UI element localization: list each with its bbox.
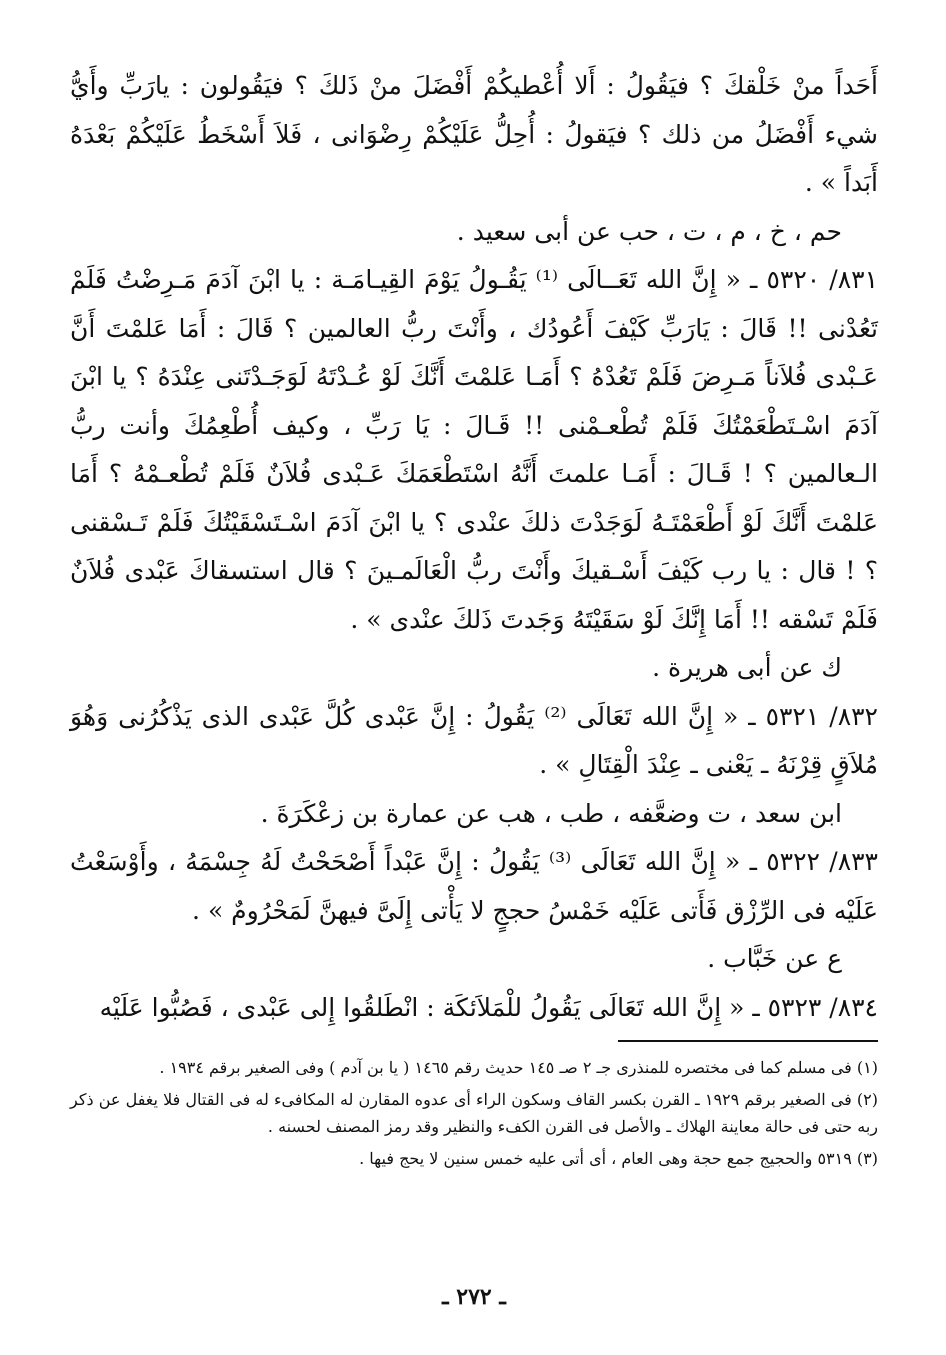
- source-attribution: ابن سعد ، ت وضعَّفه ، طب ، هب عن عمارة بن زعْكَرَةَ .: [260, 798, 842, 828]
- footnote-2: (٢) فى الصغير برقم ١٩٢٩ ـ القرن بكسر القاف وسكون الراء أى عدوه المقارن له المكافىء له فى القتال فلا يغفل عن ذكر ربه حتى فى حالة معاينة الهلاك ـ والأصل فى القرن الكفء والنظير وقد رمز المصنف لحسنه .: [70, 1090, 879, 1136]
- hadith-834: ٨٣٤/ ٥٣٢٣ ـ « إِنَّ الله تَعَالَى يَقُولُ للْمَلاَئكَة : انْطَلقُوا إِلى عَبْدى ، فَصُبُّوا عَلَيْه: [99, 992, 878, 1022]
- source-attribution: حم ، خ ، م ، ت ، حب عن أبى سعيد .: [456, 216, 842, 246]
- paragraph-continuation: أَحَداً منْ خَلْقكَ ؟ فيَقُولُ : أَلا أُعْطيكُمْ أَفْضَلَ منْ ذَلكَ ؟ فيَقُولون : يارَبِّ وأَيُّ شيء أَفْضَلُ من ذلك ؟ فيَقولُ : أُحِلُّ عَلَيْكُمْ رِضْوَانى ، فَلاَ أَسْخَطُ عَلَيْكُمْ بَعْدَهُ أَبَداً » .: [70, 71, 878, 197]
- source-attribution: ك عن أبى هريرة .: [652, 653, 842, 682]
- source-attribution: ع عن خَبَّاب .: [707, 944, 842, 973]
- footnote-3: (٣) ٥٣١٩ والحجيج جمع حجة وهى العام ، أى أتى عليه خمس سنين لا يحج فيها .: [359, 1149, 878, 1168]
- hadith-833: ٨٣٣/ ٥٣٢٢ ـ « إِنَّ الله تَعَالَى ⁽³⁾ يَقُولُ : إِنَّ عَبْداً أَصْحَحْتُ لَهُ جِسْمَهُ ، وأَوْسَعْتُ عَلَيْه فى الرِّزْق فَأَتى عَلَيْه خَمْسُ حججٍ لا يَأْتى إِلَىَّ فيهنَّ لَمَحْرُومٌ » .: [70, 847, 878, 925]
- footnote-1: (١) فى مسلم كما فى مختصره للمنذرى جـ ٢ صـ ١٤٥ حديث رقم ١٤٦٥ ( يا بن آدم ) وفى الصغير برقم ١٩٣٤ .: [159, 1058, 878, 1077]
- book-page: [70, 62, 878, 1322]
- footnote-separator: [618, 1040, 878, 1042]
- main-text: [70, 62, 878, 1032]
- page-number: ـ ٢٧٢ ـ: [442, 1284, 506, 1310]
- hadith-832: ٨٣٢/ ٥٣٢١ ـ « إِنَّ الله تَعَالَى ⁽²⁾ يَقُولُ : إِنَّ عَبْدى كُلَّ عَبْدى الذى يَذْكُرُنى وَهُوَ مُلاَقٍ قِرْنَهُ ـ يَعْنى ـ عِنْدَ الْقِتَالِ » .: [70, 701, 878, 779]
- footnotes: [70, 1054, 878, 1177]
- hadith-831: ٨٣١/ ٥٣٢٠ ـ « إِنَّ الله تَعَــالَى ⁽¹⁾ يَقُـولُ يَوْمَ القِيـامَـة : يا ابْنَ آدَمَ مَـرِضْتُ فَلَمْ تَعُدْنى !! قَالَ : يَارَبِّ كَيْفَ أَعُودُك ، وأَنْتَ ربُّ العالمين ؟ قَالَ : أَمَا عَلمْتَ أَنَّ عَـبْدى فُلاَناً مَـرِضَ فَلَمْ تَعُدْهُ ؟ أَمَـا عَلمْتَ أَنَّكَ لَوْ عُـدْتَهُ لَوَجَـدْتَنى عِنْدَهُ ؟ يا ابْنَ آدَمَ اسْـتَطْعَمْتُكَ فَلَمْ تُطْعـمْنى !! قَـالَ : يَا رَبِّ ، وكيف أُطْعِمُكَ وأنت ربُّ الـعالمين ؟ ! قَـالَ : أَمَـا علمتَ أَنَّهُ اسْتَطْعَمَكَ عَـبْدى فُلاَنٌ فَلَمْ تُطْعـمْهُ ؟ أَمَا عَلمْتَ أَنَّكَ لَوْ أَطْعَمْتَـهُ لَوَجَدْتَ ذلكَ عنْدى ؟ يا ابْنَ آدَمَ اسْـتَسْقَيْتُكَ فَلَمْ تَـسْقنى ؟ ! قال : يا رب كَيْفَ أَسْـقيكَ وأَنْتَ ربُّ الْعَالَمـينَ ؟ قال استسقاكَ عَبْدى فُلاَنٌ فَلَمْ تَسْقه !! أَمَا إِنَّكَ لَوْ سَقَيْتَهُ وَجَدتَ ذَلكَ عنْدى » .: [70, 265, 879, 634]
